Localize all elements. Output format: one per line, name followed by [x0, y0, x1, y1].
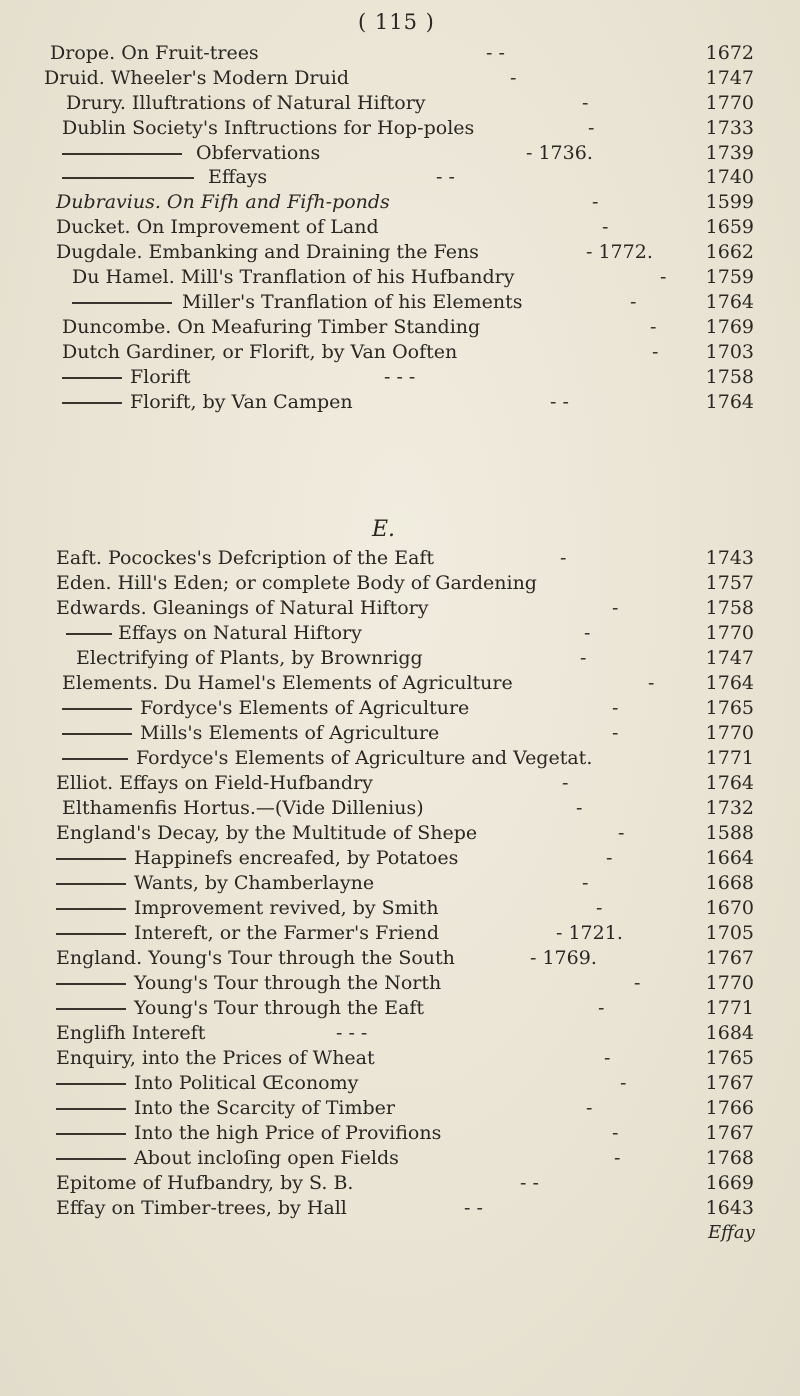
ditto-dash — [62, 745, 136, 771]
entry-text: England. Young's Tour through the South — [56, 947, 455, 969]
entry-text: Florift — [130, 366, 191, 388]
entry-text: England's Decay, by the Multitude of Shepe — [56, 822, 478, 844]
entry-text: Dublin Society's Inftructions for Hop-poles — [62, 117, 475, 139]
index-entry — [0, 1095, 800, 1121]
entry-mid: - — [630, 291, 637, 313]
index-entry — [0, 545, 800, 571]
ditto-dash — [62, 140, 190, 166]
entry-mid: - — [510, 67, 517, 89]
entry-mid: - — [614, 1147, 621, 1169]
section-letter: E. — [372, 517, 396, 542]
entry-mid: - 1721. — [556, 922, 623, 944]
entry-year: 1765 — [705, 1047, 754, 1069]
entry-year: 1770 — [705, 722, 754, 744]
entry-text: Young's Tour through the Eaft — [134, 997, 425, 1019]
ditto-dash — [62, 164, 202, 190]
entry-text: Enquiry, into the Prices of Wheat — [56, 1047, 375, 1069]
index-entry — [0, 40, 800, 66]
index-entry — [0, 364, 800, 390]
ditto-dash — [66, 620, 120, 646]
index-entry — [0, 1045, 800, 1071]
entry-mid: - — [596, 897, 603, 919]
index-entry — [0, 595, 800, 621]
entry-mid: - 1769. — [530, 947, 597, 969]
entry-mid: - — [604, 1047, 611, 1069]
index-entry — [0, 115, 800, 141]
entry-text: Drope. On Fruit-trees — [50, 42, 259, 64]
entry-text: Dutch Gardiner, or Florift, by Van Ooften — [62, 341, 458, 363]
ditto-dash — [62, 695, 140, 721]
entry-year: 1659 — [705, 216, 754, 238]
entry-mid: - - — [520, 1172, 539, 1194]
index-entry — [0, 214, 800, 240]
entry-text: Intereft, or the Farmer's Friend — [134, 922, 440, 944]
entry-year: 1588 — [705, 822, 754, 844]
entry-text: Ducket. On Improvement of Land — [56, 216, 379, 238]
ditto-dash — [56, 870, 134, 896]
entry-mid: - - — [486, 42, 505, 64]
entry-mid: - — [562, 772, 569, 794]
entry-year: 1740 — [705, 166, 754, 188]
entry-year: 1758 — [705, 366, 754, 388]
ditto-dash — [62, 720, 140, 746]
entry-mid: - — [584, 622, 591, 644]
entry-text: Duncombe. On Meafuring Timber Standing — [62, 316, 481, 338]
index-entry — [0, 140, 800, 166]
entry-mid: - — [582, 92, 589, 114]
entry-text: Edwards. Gleanings of Natural Hiftory — [56, 597, 429, 619]
entry-text: Electrifying of Plants, by Brownrigg — [76, 647, 423, 669]
entry-mid: - — [588, 117, 595, 139]
entry-year: 1767 — [705, 947, 754, 969]
entry-year: 1672 — [705, 42, 754, 64]
entry-year: 1684 — [705, 1022, 754, 1044]
entry-text: Improvement revived, by Smith — [134, 897, 439, 919]
entry-mid: - — [612, 1122, 619, 1144]
entry-year: 1664 — [705, 847, 754, 869]
entry-mid: - — [634, 972, 641, 994]
entry-text: Drury. Illuftrations of Natural Hiftory — [66, 92, 426, 114]
index-entry — [0, 339, 800, 365]
entry-year: 1747 — [705, 67, 754, 89]
entry-text: Elthamenfis Hortus.—(Vide Dillenius) — [62, 797, 424, 819]
index-entry — [0, 570, 800, 596]
entry-year: 1733 — [705, 117, 754, 139]
index-entry — [0, 1020, 800, 1046]
entry-text: Eden. Hill's Eden; or complete Body of Gardening — [56, 572, 537, 594]
ditto-dash — [56, 920, 134, 946]
index-entry — [0, 920, 800, 946]
index-entry — [0, 620, 800, 646]
entry-mid: - — [602, 216, 609, 238]
entry-mid: - — [618, 822, 625, 844]
entry-year: 1765 — [705, 697, 754, 719]
index-entry — [0, 945, 800, 971]
entry-mid: - — [586, 1097, 593, 1119]
entry-text: Effay on Timber-trees, by Hall — [56, 1197, 347, 1219]
entry-mid: - - — [436, 166, 455, 188]
entry-year: 1764 — [705, 672, 754, 694]
index-entry — [0, 1145, 800, 1171]
entry-year: 1599 — [705, 191, 754, 213]
index-entry — [0, 670, 800, 696]
ditto-dash — [56, 895, 134, 921]
entry-year: 1747 — [705, 647, 754, 669]
entry-text: Dubravius. On Fifh and Fifh-ponds — [56, 191, 390, 213]
ditto-dash — [56, 845, 134, 871]
entry-mid: - — [650, 316, 657, 338]
index-entry — [0, 90, 800, 116]
entry-text: Into the high Price of Provifions — [134, 1122, 442, 1144]
entry-mid: - — [580, 647, 587, 669]
index-entry — [0, 1120, 800, 1146]
index-entry — [0, 1070, 800, 1096]
entry-year: 1662 — [705, 241, 754, 263]
page-number: ( 115 ) — [358, 10, 435, 34]
index-entry — [0, 289, 800, 315]
entry-year: 1670 — [705, 897, 754, 919]
entry-text: Into the Scarcity of Timber — [134, 1097, 395, 1119]
index-entry — [0, 239, 800, 265]
entry-year: 1758 — [705, 597, 754, 619]
index-entry — [0, 745, 800, 771]
index-entry — [0, 164, 800, 190]
catchword: Effay — [708, 1222, 755, 1243]
index-entry — [0, 995, 800, 1021]
entry-mid: - 1772. — [586, 241, 653, 263]
entry-year: 1668 — [705, 872, 754, 894]
entry-text: Dugdale. Embanking and Draining the Fens — [56, 241, 479, 263]
index-entry — [0, 720, 800, 746]
index-entry — [0, 795, 800, 821]
ditto-dash — [56, 1095, 134, 1121]
entry-year: 1757 — [705, 572, 754, 594]
entry-text: Effays on Natural Hiftory — [118, 622, 362, 644]
index-entry — [0, 845, 800, 871]
entry-text: Elements. Du Hamel's Elements of Agriculture — [62, 672, 513, 694]
index-entry — [0, 389, 800, 415]
index-entry — [0, 264, 800, 290]
index-entry — [0, 1195, 800, 1221]
entry-text: Englifh Intereft — [56, 1022, 206, 1044]
entry-mid: - - — [550, 391, 569, 413]
entry-text: Elliot. Effays on Field-Hufbandry — [56, 772, 373, 794]
entry-mid: - — [652, 341, 659, 363]
entry-text: Fordyce's Elements of Agriculture — [140, 697, 470, 719]
entry-text: Wants, by Chamberlayne — [134, 872, 375, 894]
entry-text: Fordyce's Elements of Agriculture and Vegetat. — [136, 747, 593, 769]
entry-year: 1705 — [705, 922, 754, 944]
entry-year: 1767 — [705, 1122, 754, 1144]
entry-mid: - - — [464, 1197, 483, 1219]
entry-mid: - — [612, 697, 619, 719]
entry-year: 1764 — [705, 772, 754, 794]
entry-text: Du Hamel. Mill's Tranflation of his Hufbandry — [72, 266, 515, 288]
entry-mid: - - - — [384, 366, 416, 388]
index-entry — [0, 895, 800, 921]
ditto-dash — [56, 1120, 134, 1146]
entry-text: Effays — [208, 166, 268, 188]
entry-mid: - — [576, 797, 583, 819]
entry-year: 1732 — [705, 797, 754, 819]
entry-mid: - — [660, 266, 667, 288]
entry-text: Happinefs encreafed, by Potatoes — [134, 847, 459, 869]
index-entry — [0, 770, 800, 796]
entry-year: 1769 — [705, 316, 754, 338]
index-entry — [0, 645, 800, 671]
entry-mid: - - - — [336, 1022, 368, 1044]
entry-year: 1643 — [705, 1197, 754, 1219]
ditto-dash — [72, 289, 180, 315]
index-entry — [0, 1170, 800, 1196]
entry-year: 1770 — [705, 92, 754, 114]
entry-text: Young's Tour through the North — [134, 972, 442, 994]
entry-text: Eaft. Pocockes's Defcription of the Eaft — [56, 547, 435, 569]
entry-year: 1770 — [705, 622, 754, 644]
ditto-dash — [56, 995, 134, 1021]
entry-year: 1764 — [705, 291, 754, 313]
index-entry — [0, 870, 800, 896]
entry-text: Miller's Tranflation of his Elements — [182, 291, 523, 313]
index-entry — [0, 65, 800, 91]
index-entry — [0, 970, 800, 996]
ditto-dash — [56, 1145, 134, 1171]
entry-year: 1703 — [705, 341, 754, 363]
ditto-dash — [56, 970, 134, 996]
entry-year: 1771 — [705, 997, 754, 1019]
entry-year: 1767 — [705, 1072, 754, 1094]
entry-mid: - — [612, 722, 619, 744]
entry-mid: - — [606, 847, 613, 869]
entry-text: Into Political Œconomy — [134, 1072, 359, 1094]
entry-text: Florift, by Van Campen — [130, 391, 353, 413]
entry-mid: - — [592, 191, 599, 213]
entry-mid: - — [560, 547, 567, 569]
entry-year: 1743 — [705, 547, 754, 569]
index-entry — [0, 820, 800, 846]
ditto-dash — [56, 1070, 134, 1096]
entry-text: Epitome of Hufbandry, by S. B. — [56, 1172, 354, 1194]
index-entry — [0, 314, 800, 340]
entry-text: Mills's Elements of Agriculture — [140, 722, 440, 744]
entry-year: 1669 — [705, 1172, 754, 1194]
entry-mid: - — [620, 1072, 627, 1094]
entry-mid: - — [582, 872, 589, 894]
entry-text: Druid. Wheeler's Modern Druid — [44, 67, 349, 89]
entry-year: 1764 — [705, 391, 754, 413]
entry-mid: - 1736. — [526, 142, 593, 164]
entry-year: 1739 — [705, 142, 754, 164]
entry-mid: - — [612, 597, 619, 619]
entry-mid: - — [598, 997, 605, 1019]
entry-year: 1771 — [705, 747, 754, 769]
index-entry — [0, 189, 800, 215]
entry-text: Obfervations — [196, 142, 321, 164]
ditto-dash — [62, 364, 130, 390]
entry-year: 1759 — [705, 266, 754, 288]
entry-text: About incloſing open Fields — [134, 1147, 399, 1169]
ditto-dash — [62, 389, 130, 415]
entry-year: 1766 — [705, 1097, 754, 1119]
entry-year: 1770 — [705, 972, 754, 994]
index-entry — [0, 695, 800, 721]
entry-year: 1768 — [705, 1147, 754, 1169]
entry-mid: - — [648, 672, 655, 694]
